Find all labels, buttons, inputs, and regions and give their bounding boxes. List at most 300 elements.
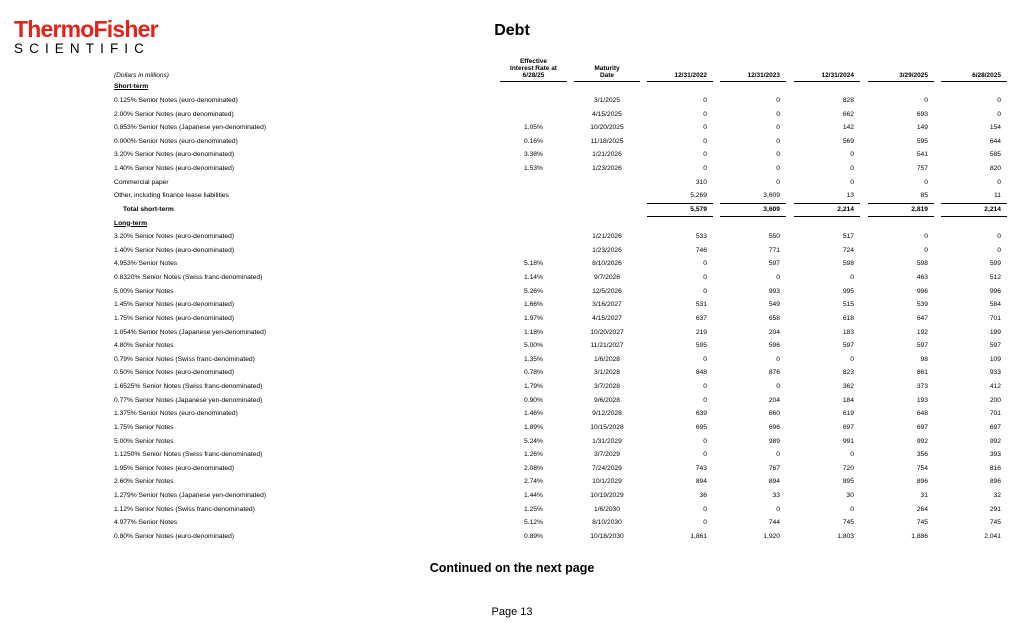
row-value: 848 (695, 369, 707, 377)
table-row (0, 492, 1024, 506)
header-period: 12/31/2022 (674, 72, 707, 79)
row-value: 896 (916, 478, 928, 486)
row-value: 0 (776, 110, 780, 118)
header-rule (574, 81, 640, 82)
row-value: 33 (772, 491, 780, 499)
row-value: 356 (916, 451, 928, 459)
table-row (0, 410, 1024, 424)
row-value: 0 (703, 97, 707, 104)
row-value: 820 (989, 165, 1001, 173)
row-label: 0.80% Senior Notes (euro-denominated) (114, 532, 235, 540)
table-row (0, 179, 1024, 193)
row-maturity: 8/10/2030 (592, 519, 622, 527)
row-value: 771 (768, 246, 780, 254)
row-maturity: 7/24/2029 (592, 464, 622, 472)
row-value: 989 (768, 437, 780, 445)
header-period: 12/31/2023 (747, 72, 780, 79)
row-value: 36 (699, 491, 707, 499)
row-rate: 1.44% (524, 491, 543, 499)
row-value: 1,886 (911, 532, 928, 540)
row-label: 1.279% Senior Notes (Japanese yen-denominated) (114, 491, 267, 499)
row-value: 412 (989, 383, 1001, 391)
row-value: 0 (703, 165, 707, 173)
row-value: 0 (776, 97, 780, 104)
row-label: 1.054% Senior Notes (Japanese yen-denominated) (114, 328, 267, 336)
row-value: 30 (846, 491, 854, 499)
row-value: 0 (850, 274, 854, 282)
row-value: 32 (993, 491, 1001, 499)
row-maturity: 10/18/2030 (590, 532, 624, 540)
total-row (0, 206, 1024, 220)
row-maturity: 8/10/2026 (592, 260, 622, 268)
row-value: 0 (997, 233, 1001, 241)
row-label: 1.12% Senior Notes (Swiss franc-denominated) (114, 505, 255, 513)
table-row (0, 247, 1024, 261)
row-rate: 3.38% (524, 151, 543, 159)
section-label: Long-term (114, 219, 148, 227)
row-rate: 1.18% (524, 328, 543, 336)
row-label: 0.50% Senior Notes (euro-denominated) (114, 369, 235, 377)
table-row (0, 342, 1024, 356)
row-maturity: 1/23/2026 (592, 165, 622, 173)
row-rate: 1.66% (524, 301, 543, 309)
row-value: 393 (989, 451, 1001, 459)
row-value: 0 (776, 124, 780, 132)
table-row (0, 97, 1024, 111)
row-value: 85 (920, 192, 928, 200)
row-value: 662 (842, 110, 854, 118)
row-value: 0 (776, 355, 780, 363)
row-value: 757 (916, 165, 928, 173)
row-label: 3.20% Senior Notes (euro-denominated) (114, 151, 235, 159)
row-value: 992 (916, 437, 928, 445)
row-value: 746 (695, 246, 707, 254)
total-value: 3,609 (763, 205, 780, 213)
row-value: 597 (842, 342, 854, 350)
row-rate: 1.89% (524, 423, 543, 431)
row-value: 31 (920, 491, 928, 499)
row-value: 597 (916, 342, 928, 350)
row-value: 597 (989, 342, 1001, 350)
row-maturity: 1/31/2029 (592, 437, 622, 445)
row-value: 991 (842, 437, 854, 445)
row-value: 204 (768, 396, 780, 404)
row-value: 310 (695, 178, 707, 186)
header-rule (500, 81, 567, 82)
total-value: 2,214 (984, 205, 1001, 213)
table-row (0, 506, 1024, 520)
row-label: 0.853% Senior Notes (Japanese yen-denominated) (114, 124, 267, 132)
row-value: 993 (768, 287, 780, 295)
row-value: 599 (989, 260, 1001, 268)
total-rule (794, 203, 860, 204)
total-rule (941, 203, 1007, 204)
row-value: 658 (768, 314, 780, 322)
total-rule (647, 216, 713, 217)
total-value: 2,214 (837, 205, 854, 213)
row-value: 639 (695, 410, 707, 418)
row-value: 996 (916, 287, 928, 295)
row-value: 0 (997, 246, 1001, 254)
table-row (0, 233, 1024, 247)
row-value: 744 (768, 519, 780, 527)
row-value: 373 (916, 383, 928, 391)
row-value: 109 (989, 355, 1001, 363)
section-header-row (0, 220, 1024, 234)
row-value: 0 (703, 110, 707, 118)
row-label: 5.00% Senior Notes (114, 437, 174, 445)
row-rate: 1.26% (524, 451, 543, 459)
total-rule (868, 216, 934, 217)
row-value: 660 (768, 410, 780, 418)
row-value: 823 (842, 369, 854, 377)
row-maturity: 9/12/2028 (592, 410, 622, 418)
row-value: 1,861 (690, 532, 707, 540)
row-value: 0 (997, 178, 1001, 186)
row-value: 0 (850, 151, 854, 159)
page-title: Debt (494, 22, 530, 39)
row-maturity: 1/21/2026 (592, 233, 622, 241)
row-value: 618 (842, 314, 854, 322)
row-maturity: 10/19/2029 (590, 491, 624, 499)
row-value: 541 (916, 151, 928, 159)
row-value: 550 (768, 233, 780, 241)
row-value: 0 (703, 137, 707, 145)
table-row (0, 301, 1024, 315)
row-value: 0 (997, 110, 1001, 118)
row-rate: 1.05% (524, 124, 543, 132)
row-value: 0 (703, 151, 707, 159)
row-value: 933 (989, 369, 1001, 377)
row-value: 184 (842, 396, 854, 404)
row-value: 149 (916, 124, 928, 132)
row-value: 142 (842, 124, 854, 132)
row-value: 11 (994, 192, 1001, 200)
row-value: 724 (842, 246, 854, 254)
row-value: 0 (776, 178, 780, 186)
total-rule (720, 216, 786, 217)
total-rule (647, 203, 713, 204)
header-rate (500, 58, 567, 79)
row-value: 193 (916, 396, 928, 404)
row-value: 0 (703, 124, 707, 132)
header-period: 6/28/2025 (972, 72, 1001, 79)
row-value: 693 (916, 110, 928, 118)
row-label: 0.125% Senior Notes (euro-denominated) (114, 97, 238, 104)
row-value: 0 (924, 97, 928, 104)
row-value: 192 (916, 328, 928, 336)
table-row (0, 533, 1024, 547)
row-value: 745 (842, 519, 854, 527)
row-label: Commercial paper (114, 178, 169, 186)
row-label: 2.00% Senior Notes (euro denominated) (114, 110, 234, 118)
continued-note: Continued on the next page (429, 561, 595, 575)
row-maturity: 1/6/2028 (593, 355, 621, 363)
row-rate: 0.89% (524, 532, 543, 540)
table-row (0, 151, 1024, 165)
row-rate: 1.79% (524, 383, 543, 391)
row-rate: 5.18% (524, 260, 543, 268)
row-maturity: 3/1/2028 (593, 369, 621, 377)
row-value: 0 (776, 151, 780, 159)
header-period: 12/31/2024 (821, 72, 854, 79)
header-period: 3/29/2025 (899, 72, 928, 79)
row-maturity: 4/15/2025 (592, 110, 622, 118)
row-label: 1.40% Senior Notes (euro-denominated) (114, 165, 235, 173)
row-value: 0 (924, 233, 928, 241)
row-rate: 1.46% (524, 410, 543, 418)
total-rule (794, 216, 860, 217)
row-value: 0 (703, 260, 707, 268)
row-rate: 5.12% (524, 519, 543, 527)
row-value: 598 (916, 260, 928, 268)
row-value: 720 (842, 464, 854, 472)
row-value: 0 (776, 165, 780, 173)
total-value: 2,819 (911, 205, 928, 213)
page-number: Page 13 (491, 606, 533, 618)
row-value: 701 (989, 410, 1001, 418)
row-value: 1,803 (837, 532, 854, 540)
row-value: 816 (989, 464, 1001, 472)
row-value: 644 (989, 137, 1001, 145)
row-label: 0.79% Senior Notes (Swiss franc-denominated) (114, 355, 255, 363)
row-value: 1,920 (763, 532, 780, 540)
row-value: 0 (703, 451, 707, 459)
header-rule (941, 81, 1007, 82)
row-value: 183 (842, 328, 854, 336)
section-header-row (0, 83, 1024, 97)
row-label: 1.45% Senior Notes (euro-denominated) (114, 301, 235, 309)
row-value: 0 (703, 519, 707, 527)
row-label: 5.00% Senior Notes (114, 287, 174, 295)
row-value: 219 (695, 328, 707, 336)
row-value: 584 (989, 301, 1001, 309)
row-value: 0 (703, 396, 707, 404)
row-value: 876 (768, 369, 780, 377)
row-label: 4.953% Senior Notes (114, 260, 178, 268)
table-row (0, 424, 1024, 438)
row-rate: 1.97% (524, 314, 543, 322)
row-rate: 1.14% (524, 274, 543, 282)
row-value: 637 (695, 314, 707, 322)
row-value: 0 (850, 178, 854, 186)
row-value: 996 (989, 287, 1001, 295)
row-value: 549 (768, 301, 780, 309)
row-value: 531 (695, 301, 707, 309)
row-maturity: 10/1/2029 (592, 478, 622, 486)
row-value: 0 (776, 383, 780, 391)
row-value: 0 (776, 274, 780, 282)
total-value: 5,579 (690, 205, 707, 213)
row-maturity: 1/6/2030 (593, 505, 621, 513)
row-value: 0 (850, 355, 854, 363)
row-label: 1.75% Senior Notes (euro-denominated) (114, 314, 235, 322)
row-label: 1.375% Senior Notes (euro-denominated) (114, 410, 238, 418)
row-label: 2.60% Senior Notes (114, 478, 174, 486)
row-maturity: 1/21/2026 (592, 151, 622, 159)
table-row (0, 383, 1024, 397)
row-value: 515 (842, 301, 854, 309)
row-value: 595 (916, 137, 928, 145)
table-row (0, 315, 1024, 329)
row-value: 200 (989, 396, 1001, 404)
row-value: 743 (695, 464, 707, 472)
header-rate-line: Effective (519, 58, 548, 65)
row-value: 648 (916, 410, 928, 418)
row-label: 0.000% Senior Notes (euro-denominated) (114, 137, 238, 145)
row-maturity: 3/1/2025 (593, 97, 621, 104)
header-rule (647, 81, 713, 82)
row-value: 0 (703, 437, 707, 445)
row-maturity: 12/5/2026 (592, 287, 622, 295)
table-row (0, 465, 1024, 479)
row-maturity: 11/21/2027 (590, 342, 624, 350)
row-value: 0 (924, 246, 928, 254)
header-rule (794, 81, 860, 82)
table-row (0, 288, 1024, 302)
logo-subtitle: SCIENTIFIC (14, 41, 151, 56)
row-label: 3.20% Senior Notes (euro-denominated) (114, 233, 235, 241)
row-value: 0 (703, 287, 707, 295)
row-maturity: 1/23/2026 (592, 246, 622, 254)
row-label: 1.1250% Senior Notes (Swiss franc-denominated) (114, 451, 263, 459)
section-label: Short-term (114, 83, 149, 90)
row-value: 0 (703, 274, 707, 282)
row-value: 596 (768, 342, 780, 350)
row-value: 995 (842, 287, 854, 295)
row-value: 517 (842, 233, 854, 241)
row-value: 13 (846, 192, 854, 200)
row-label: 1.6525% Senior Notes (Swiss franc-denominated) (114, 383, 263, 391)
row-maturity: 10/20/2025 (590, 124, 624, 132)
row-value: 0 (776, 451, 780, 459)
table-row (0, 165, 1024, 179)
row-value: 619 (842, 410, 854, 418)
row-value: 154 (989, 124, 1001, 132)
table-row (0, 519, 1024, 533)
row-value: 0 (850, 451, 854, 459)
row-value: 569 (842, 137, 854, 145)
row-maturity: 3/16/2027 (592, 301, 622, 309)
total-rule (720, 203, 786, 204)
header-rule (720, 81, 786, 82)
header-rate-line: 6/28/25 (522, 72, 545, 79)
header-rule (868, 81, 934, 82)
row-value: 894 (695, 478, 707, 486)
row-value: 362 (842, 383, 854, 391)
table-row (0, 451, 1024, 465)
row-value: 695 (695, 423, 707, 431)
row-value: 539 (916, 301, 928, 309)
table-row (0, 124, 1024, 138)
row-value: 204 (768, 328, 780, 336)
row-value: 3,609 (763, 192, 780, 200)
row-value: 264 (916, 505, 928, 513)
table-row (0, 478, 1024, 492)
row-value: 595 (695, 342, 707, 350)
header-rate-line: Interest Rate at (510, 65, 557, 72)
row-rate: 2.74% (524, 478, 543, 486)
row-label: 0.8320% Senior Notes (Swiss franc-denominated) (114, 274, 263, 282)
table-row (0, 260, 1024, 274)
total-rule (941, 216, 1007, 217)
table-row (0, 369, 1024, 383)
row-value: 745 (916, 519, 928, 527)
table-row (0, 111, 1024, 125)
row-rate: 0.78% (524, 369, 543, 377)
table-row (0, 397, 1024, 411)
row-value: 896 (989, 478, 1001, 486)
row-maturity: 4/15/2027 (592, 314, 622, 322)
row-value: 5,269 (690, 192, 707, 200)
row-label: 1.75% Senior Notes (114, 423, 174, 431)
row-value: 754 (916, 464, 928, 472)
total-rule (868, 203, 934, 204)
row-rate: 1.53% (524, 165, 543, 173)
row-maturity: 10/15/2028 (590, 423, 624, 431)
header-maturity-line: Date (599, 72, 615, 79)
row-maturity: 9/6/2028 (593, 396, 621, 404)
row-value: 291 (989, 505, 1001, 513)
row-value: 894 (768, 478, 780, 486)
row-value: 199 (989, 328, 1001, 336)
row-value: 696 (768, 423, 780, 431)
row-value: 828 (842, 97, 854, 104)
row-maturity: 11/18/2025 (590, 137, 624, 145)
row-rate: 1.35% (524, 355, 543, 363)
row-value: 98 (920, 355, 928, 363)
header-maturity-line: Maturity (594, 65, 620, 72)
row-value: 533 (695, 233, 707, 241)
row-maturity: 9/7/2026 (593, 274, 621, 282)
row-rate: 0.90% (524, 396, 543, 404)
total-label: Total short-term (123, 205, 174, 213)
row-rate: 2.08% (524, 464, 543, 472)
row-value: 0 (703, 505, 707, 513)
row-label: 1.95% Senior Notes (euro-denominated) (114, 464, 235, 472)
row-value: 647 (916, 314, 928, 322)
row-value: 0 (850, 505, 854, 513)
row-value: 697 (989, 423, 1001, 431)
row-rate: 5.26% (524, 287, 543, 295)
row-label: 1.40% Senior Notes (euro-denominated) (114, 246, 235, 254)
row-label: 0.77% Senior Notes (Japanese yen-denominated) (114, 396, 263, 404)
row-value: 861 (916, 369, 928, 377)
row-value: 0 (703, 383, 707, 391)
row-value: 0 (997, 97, 1001, 104)
row-value: 701 (989, 314, 1001, 322)
row-value: 0 (850, 165, 854, 173)
row-value: 0 (703, 355, 707, 363)
row-label: 4.80% Senior Notes (114, 342, 174, 350)
units-note: (Dollars in millions) (114, 72, 169, 79)
row-value: 512 (989, 274, 1001, 282)
table-row (0, 356, 1024, 370)
row-value: 745 (989, 519, 1001, 527)
row-value: 992 (989, 437, 1001, 445)
row-value: 0 (924, 178, 928, 186)
row-value: 597 (768, 260, 780, 268)
row-rate: 5.00% (524, 342, 543, 350)
table-row (0, 329, 1024, 343)
row-maturity: 10/20/2027 (590, 328, 624, 336)
row-rate: 0.16% (524, 137, 543, 145)
row-value: 0 (776, 505, 780, 513)
logo-wordmark: ThermoFisher (14, 16, 158, 42)
row-label: 4.977% Senior Notes (114, 519, 178, 527)
row-maturity: 3/7/2029 (593, 451, 621, 459)
table-row (0, 274, 1024, 288)
